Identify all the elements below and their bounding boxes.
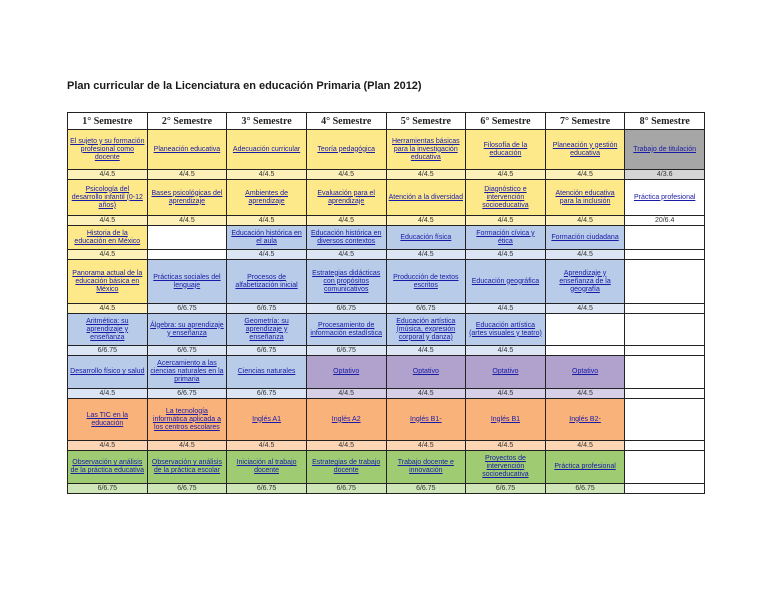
credit-cell: 6/6.75: [545, 484, 625, 494]
course-cell[interactable]: [466, 314, 546, 346]
course-link[interactable]: Formación ciudadana: [551, 233, 619, 241]
course-cell[interactable]: [227, 130, 307, 170]
course-cell[interactable]: [68, 314, 148, 346]
credit-cell: 6/6.75: [227, 346, 307, 356]
course-row: [68, 226, 705, 250]
credit-cell: 6/6.75: [68, 346, 148, 356]
course-cell[interactable]: [68, 180, 148, 216]
credit-row: [68, 346, 705, 356]
course-cell[interactable]: [147, 399, 227, 441]
course-link[interactable]: Historia de la educación en México: [74, 229, 141, 245]
credit-cell: 6/6.75: [227, 304, 307, 314]
course-link[interactable]: Procesos de alfabetización inicial: [235, 273, 298, 289]
course-row: [68, 260, 705, 304]
course-cell[interactable]: [386, 314, 466, 346]
credit-cell: 4/4.5: [68, 216, 148, 226]
course-cell[interactable]: [147, 451, 227, 484]
course-cell[interactable]: [386, 130, 466, 170]
credit-cell: 4/4.5: [68, 250, 148, 260]
credit-cell: 4/4.5: [386, 216, 466, 226]
course-cell[interactable]: [306, 399, 386, 441]
credit-cell: 6/6.75: [68, 484, 148, 494]
course-cell[interactable]: [466, 260, 546, 304]
course-link[interactable]: Panorama actual de la educación básica en México: [72, 269, 143, 293]
course-cell[interactable]: [545, 356, 625, 389]
course-link[interactable]: Prácticas sociales del lenguaje: [153, 273, 221, 289]
course-cell[interactable]: [386, 356, 466, 389]
credit-cell: 4/4.5: [147, 170, 227, 180]
credit-cell: 4/4.5: [306, 250, 386, 260]
course-cell[interactable]: [68, 226, 148, 250]
empty-cell: [625, 356, 705, 389]
credit-cell: 6/6.75: [386, 304, 466, 314]
course-row: [68, 130, 705, 170]
credit-cell: 4/4.5: [466, 346, 546, 356]
course-row: [68, 356, 705, 389]
course-cell[interactable]: [466, 399, 546, 441]
course-cell[interactable]: [227, 451, 307, 484]
course-link[interactable]: Acercamiento a las ciencias naturales en la primaria: [150, 360, 224, 383]
course-cell[interactable]: [466, 356, 546, 389]
credit-cell: 6/6.75: [306, 484, 386, 494]
course-link[interactable]: Desarrollo físico y salud: [70, 368, 145, 375]
credit-row: [68, 441, 705, 451]
credit-cell: 4/4.5: [68, 170, 148, 180]
course-link[interactable]: Estrategias didácticas con propósitos comunicativos: [312, 269, 381, 293]
credit-cell: 6/6.75: [147, 484, 227, 494]
semester-header: 4° Semestre: [306, 113, 386, 130]
course-link[interactable]: Educación artística (música, expresión corporal y danza): [396, 317, 456, 341]
course-cell[interactable]: [545, 260, 625, 304]
credit-cell: 6/6.75: [306, 304, 386, 314]
course-link[interactable]: Estrategias de trabajo docente: [312, 459, 381, 474]
credit-row: [68, 304, 705, 314]
empty-cell: [625, 226, 705, 250]
credit-cell: 4/4.5: [68, 441, 148, 451]
course-link[interactable]: Formación cívica y ética: [476, 229, 535, 245]
course-link[interactable]: Inglés A2: [331, 415, 361, 423]
course-cell[interactable]: [68, 399, 148, 441]
credit-cell: 4/4.5: [147, 216, 227, 226]
credit-cell: [625, 441, 705, 451]
credit-row: [68, 389, 705, 399]
course-link[interactable]: Inglés A1: [252, 415, 281, 423]
semester-header-row: [68, 113, 705, 130]
course-link[interactable]: Educación artística (artes visuales y teatro): [469, 321, 542, 337]
course-link[interactable]: Educación física: [400, 233, 452, 241]
credit-cell: 4/4.5: [545, 170, 625, 180]
credit-cell: [625, 346, 705, 356]
credit-cell: 4/4.5: [386, 170, 466, 180]
credit-cell: 4/4.5: [386, 346, 466, 356]
credit-cell: 4/4.5: [466, 250, 546, 260]
course-row: [68, 314, 705, 346]
semester-header: 8° Semestre: [625, 113, 705, 130]
credit-cell: 6/6.75: [466, 484, 546, 494]
credit-cell: [625, 484, 705, 494]
credit-cell: 4/4.5: [386, 389, 466, 399]
course-cell[interactable]: [545, 451, 625, 484]
course-link[interactable]: Bases psicológicas del aprendizaje: [151, 189, 223, 205]
course-cell[interactable]: [227, 180, 307, 216]
credit-cell: 6/6.75: [227, 389, 307, 399]
course-link[interactable]: Atención educativa para la inclusión: [555, 189, 615, 205]
course-link[interactable]: Educación histórica en diversos contextos: [310, 229, 382, 245]
credit-cell: 4/4.5: [545, 389, 625, 399]
course-cell[interactable]: [386, 260, 466, 304]
course-cell[interactable]: [466, 130, 546, 170]
course-cell[interactable]: [386, 226, 466, 250]
credit-row: [68, 216, 705, 226]
empty-cell: [625, 399, 705, 441]
course-cell[interactable]: [386, 180, 466, 216]
course-cell[interactable]: [147, 314, 227, 346]
course-link[interactable]: Aritmética: su aprendizaje y enseñanza: [86, 317, 129, 341]
credit-cell: 6/6.75: [386, 484, 466, 494]
page-title: Plan curricular de la Licenciatura en educación Primaria (Plan 2012): [67, 80, 422, 92]
credit-row: [68, 170, 705, 180]
course-link[interactable]: Psicología del desarrollo infantil (0-12 años): [71, 185, 143, 209]
course-link[interactable]: Geometría: su aprendizaje y enseñanza: [244, 317, 289, 341]
course-cell[interactable]: [227, 356, 307, 389]
credit-cell: 4/4.5: [227, 250, 307, 260]
course-cell[interactable]: [227, 399, 307, 441]
course-link[interactable]: Atención a la diversidad: [388, 193, 463, 201]
course-cell[interactable]: [306, 180, 386, 216]
credit-cell: 4/4.5: [306, 389, 386, 399]
course-cell[interactable]: [386, 399, 466, 441]
semester-header: 1° Semestre: [68, 113, 148, 130]
course-cell[interactable]: [466, 226, 546, 250]
credit-cell: 4/4.5: [466, 304, 546, 314]
course-link[interactable]: Iniciación al trabajo docente: [236, 459, 297, 474]
credit-cell: [545, 346, 625, 356]
credit-cell: 4/4.5: [466, 216, 546, 226]
credit-cell: 4/4.5: [545, 250, 625, 260]
credit-cell: 4/4.5: [227, 216, 307, 226]
course-link[interactable]: El sujeto y su formación profesional como docente: [70, 137, 145, 161]
credit-cell: 4/4.5: [545, 216, 625, 226]
course-link[interactable]: Diagnóstico e intervención socioeducativa: [482, 185, 529, 209]
course-link[interactable]: Procesamiento de información estadística: [310, 321, 382, 337]
course-link[interactable]: Inglés B1-: [410, 415, 442, 423]
credit-row: [68, 484, 705, 494]
credit-cell: 4/4.5: [227, 441, 307, 451]
semester-header: 7° Semestre: [545, 113, 625, 130]
credit-cell: 4/3.6: [625, 170, 705, 180]
course-link[interactable]: Observación y análisis de la práctica educativa: [70, 459, 145, 474]
credit-cell: 20/6.4: [625, 216, 705, 226]
course-cell[interactable]: [68, 260, 148, 304]
course-cell[interactable]: [625, 130, 705, 170]
course-link[interactable]: Educación geográfica: [471, 277, 540, 285]
empty-cell: [625, 314, 705, 346]
course-row: [68, 451, 705, 484]
course-link[interactable]: La tecnología informática aplicada a los centros escolares: [152, 407, 221, 431]
course-cell[interactable]: [147, 130, 227, 170]
course-cell[interactable]: [306, 260, 386, 304]
course-cell[interactable]: [68, 451, 148, 484]
credit-cell: 6/6.75: [147, 304, 227, 314]
credit-cell: 4/4.5: [545, 441, 625, 451]
course-cell[interactable]: [466, 180, 546, 216]
credit-cell: 4/4.5: [545, 304, 625, 314]
course-link[interactable]: Inglés B1: [490, 415, 521, 423]
course-cell[interactable]: [306, 226, 386, 250]
empty-cell: [625, 451, 705, 484]
course-cell[interactable]: [306, 314, 386, 346]
credit-cell: 4/4.5: [386, 250, 466, 260]
credit-row: [68, 250, 705, 260]
credit-cell: 6/6.75: [147, 346, 227, 356]
course-link[interactable]: Inglés B2-: [569, 415, 601, 423]
course-link[interactable]: Optativo: [492, 368, 519, 375]
credit-cell: 4/4.5: [466, 441, 546, 451]
course-link[interactable]: Las TIC en la educación: [86, 411, 129, 427]
semester-header: 5° Semestre: [386, 113, 466, 130]
course-link[interactable]: Proyectos de intervención socioeducativa: [482, 455, 529, 478]
course-cell[interactable]: [227, 226, 307, 250]
semester-header: 3° Semestre: [227, 113, 307, 130]
course-cell[interactable]: [147, 180, 227, 216]
credit-cell: 4/4.5: [306, 216, 386, 226]
course-link[interactable]: Teoría pedagógica: [317, 145, 375, 153]
course-link[interactable]: Evaluación para el aprendizaje: [317, 189, 375, 205]
credit-cell: 4/4.5: [466, 389, 546, 399]
course-link[interactable]: Práctica profesional: [554, 463, 616, 470]
course-cell[interactable]: [68, 130, 148, 170]
course-cell[interactable]: [306, 356, 386, 389]
course-row: [68, 180, 705, 216]
course-link[interactable]: Ciencias naturales: [237, 368, 296, 375]
course-link[interactable]: Optativo: [412, 368, 439, 375]
credit-cell: 4/4.5: [466, 170, 546, 180]
course-cell[interactable]: [147, 260, 227, 304]
course-link[interactable]: Práctica profesional: [633, 193, 696, 201]
semester-header: 2° Semestre: [147, 113, 227, 130]
course-link[interactable]: Observación y análisis de la práctica escolar: [151, 459, 222, 474]
course-link[interactable]: Adecuación curricular: [232, 145, 301, 153]
course-cell[interactable]: [545, 130, 625, 170]
credit-cell: 6/6.75: [147, 389, 227, 399]
course-link[interactable]: Filosofía de la educación: [483, 141, 528, 157]
course-cell[interactable]: [227, 314, 307, 346]
course-cell[interactable]: [545, 399, 625, 441]
course-row: [68, 399, 705, 441]
credit-cell: 4/4.5: [306, 441, 386, 451]
course-cell[interactable]: [227, 260, 307, 304]
empty-cell: [625, 260, 705, 304]
empty-cell: [147, 226, 227, 250]
curriculum-table: [67, 112, 705, 494]
course-link[interactable]: Herramientas básicas para la investigación educativa: [391, 137, 460, 161]
course-cell[interactable]: [545, 180, 625, 216]
course-cell[interactable]: [306, 130, 386, 170]
credit-cell: 6/6.75: [227, 484, 307, 494]
course-link[interactable]: Optativo: [333, 368, 360, 375]
course-cell[interactable]: [68, 356, 148, 389]
credit-cell: 4/4.5: [68, 304, 148, 314]
semester-header: 6° Semestre: [466, 113, 546, 130]
course-link[interactable]: Producción de textos escritos: [393, 273, 459, 289]
course-cell[interactable]: [147, 356, 227, 389]
empty-cell: [545, 314, 625, 346]
course-cell[interactable]: [625, 180, 705, 216]
course-link[interactable]: Optativo: [572, 368, 599, 375]
course-cell[interactable]: [306, 451, 386, 484]
credit-cell: 4/4.5: [306, 170, 386, 180]
credit-cell: [147, 250, 227, 260]
course-link[interactable]: Trabajo de titulación: [633, 145, 697, 153]
credit-cell: 4/4.5: [68, 389, 148, 399]
course-link[interactable]: Educación histórica en el aula: [231, 229, 302, 245]
course-link[interactable]: Aprendizaje y enseñanza de la geografía: [559, 269, 611, 293]
credit-cell: 6/6.75: [306, 346, 386, 356]
course-link[interactable]: Ambientes de aprendizaje: [245, 189, 288, 205]
course-cell[interactable]: [545, 226, 625, 250]
credit-cell: [625, 250, 705, 260]
course-link[interactable]: Planeación educativa: [153, 145, 221, 153]
credit-cell: 4/4.5: [386, 441, 466, 451]
credit-cell: [625, 304, 705, 314]
course-cell[interactable]: [466, 451, 546, 484]
course-link[interactable]: Planeación y gestión educativa: [552, 141, 618, 157]
credit-cell: [625, 389, 705, 399]
course-cell[interactable]: [386, 451, 466, 484]
credit-cell: 4/4.5: [227, 170, 307, 180]
course-link[interactable]: Álgebra: su aprendizaje y enseñanza: [150, 321, 224, 337]
credit-cell: 4/4.5: [147, 441, 227, 451]
course-link[interactable]: Trabajo docente e innovación: [397, 459, 454, 474]
